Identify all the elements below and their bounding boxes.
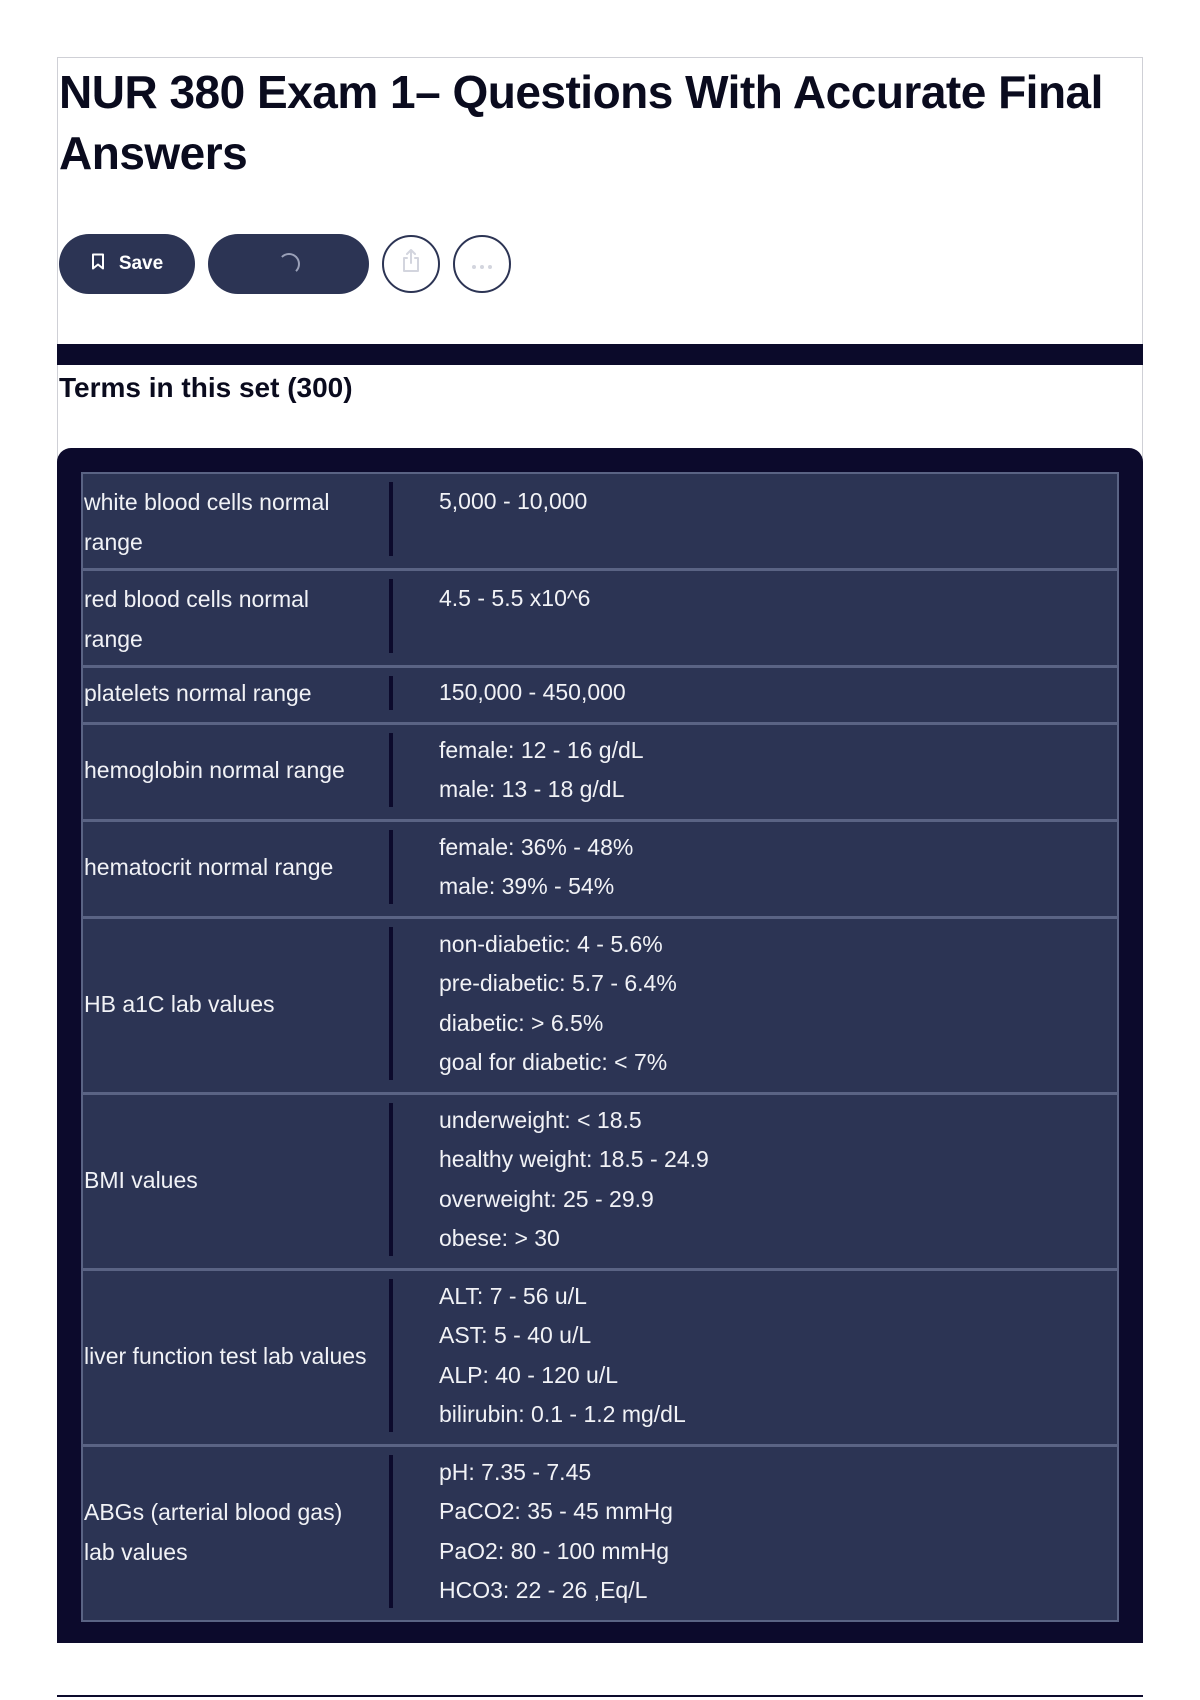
definition-line: diabetic: > 6.5% xyxy=(439,1009,604,1036)
definition-text xyxy=(393,733,1117,807)
definition-line: pre-diabetic: 5.7 - 6.4% xyxy=(439,970,677,996)
terms-heading: Terms in this set (300) xyxy=(59,372,353,403)
definition-line: HCO3: 22 - 26 ,Eq/L xyxy=(439,1577,648,1603)
save-button-label: Save xyxy=(118,253,164,274)
term-text: HB a1C lab values xyxy=(83,927,393,1080)
share-button[interactable] xyxy=(382,235,440,293)
definition-line: 4.5 - 5.5 x10^6 xyxy=(439,585,591,611)
definition-line: non-diabetic: 4 - 5.6% xyxy=(439,930,663,957)
definition-line: bilirubin: 0.1 - 1.2 mg/dL xyxy=(439,1401,686,1427)
definition-line: female: 36% - 48% xyxy=(439,833,634,860)
loading-spinner-icon xyxy=(278,253,300,275)
definition-line: PaCO2: 35 - 45 mmHg xyxy=(439,1498,673,1524)
page-title: NUR 380 Exam 1– Questions With Accurate Final Answers xyxy=(59,66,1103,179)
term-row[interactable] xyxy=(81,1093,1119,1270)
term-text: ABGs (arterial blood gas) lab values xyxy=(83,1455,393,1608)
action-bar xyxy=(59,234,511,294)
term-text: white blood cells normal range xyxy=(83,482,393,556)
section-divider xyxy=(57,344,1143,365)
definition-line: female: 12 - 16 g/dL xyxy=(439,736,644,763)
terms-list xyxy=(57,448,1143,1643)
definition-line: healthy weight: 18.5 - 24.9 xyxy=(439,1146,709,1172)
share-icon xyxy=(399,248,423,280)
term-row[interactable] xyxy=(81,723,1119,821)
term-row[interactable] xyxy=(81,1445,1119,1622)
save-button[interactable] xyxy=(59,234,195,294)
definition-text xyxy=(393,482,1117,556)
term-row[interactable] xyxy=(81,820,1119,918)
definition-line: obese: > 30 xyxy=(439,1225,560,1251)
definition-line: 150,000 - 450,000 xyxy=(439,679,626,706)
definition-line: ALT: 7 - 56 u/L xyxy=(439,1282,587,1309)
term-row[interactable] xyxy=(81,569,1119,667)
definition-line: ALP: 40 - 120 u/L xyxy=(439,1361,619,1388)
term-text: hemoglobin normal range xyxy=(83,733,393,807)
definition-line: 5,000 - 10,000 xyxy=(439,488,588,514)
term-text: liver function test lab values xyxy=(83,1279,393,1432)
term-text: hematocrit normal range xyxy=(83,830,393,904)
term-text: red blood cells normal range xyxy=(83,579,393,653)
loading-button[interactable] xyxy=(208,234,369,294)
definition-line: male: 39% - 54% xyxy=(439,873,615,899)
definition-text xyxy=(393,830,1117,904)
definition-line: overweight: 25 - 29.9 xyxy=(439,1185,654,1212)
bottom-rule xyxy=(57,1695,1143,1697)
definition-line: male: 13 - 18 g/dL xyxy=(439,776,625,802)
term-text: platelets normal range xyxy=(83,676,393,710)
more-options-icon xyxy=(470,253,494,276)
definition-line: underweight: < 18.5 xyxy=(439,1106,642,1133)
definition-line: AST: 5 - 40 u/L xyxy=(439,1322,592,1348)
definition-line: pH: 7.35 - 7.45 xyxy=(439,1458,592,1485)
definition-text xyxy=(393,676,1117,710)
term-row[interactable] xyxy=(81,1269,1119,1446)
bookmark-icon xyxy=(91,253,105,276)
term-row[interactable] xyxy=(81,666,1119,724)
definition-text xyxy=(393,1279,1117,1432)
term-text: BMI values xyxy=(83,1103,393,1256)
definition-line: goal for diabetic: < 7% xyxy=(439,1049,668,1075)
definition-text xyxy=(393,1103,1117,1256)
more-options-button[interactable] xyxy=(453,235,511,293)
definition-text xyxy=(393,1455,1117,1608)
term-row[interactable] xyxy=(81,472,1119,570)
definition-text xyxy=(393,579,1117,653)
definition-line: PaO2: 80 - 100 mmHg xyxy=(439,1537,670,1564)
definition-text xyxy=(393,927,1117,1080)
term-row[interactable] xyxy=(81,917,1119,1094)
